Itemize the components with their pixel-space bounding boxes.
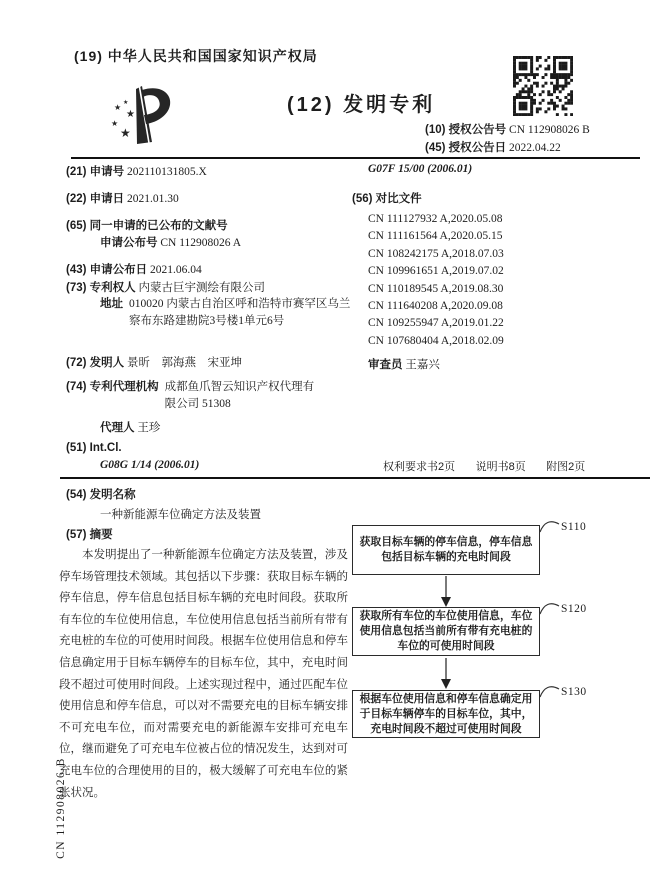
flow-connector-s110 xyxy=(540,522,559,532)
examiner-value: 王嘉兴 xyxy=(405,359,440,371)
logo-star-icon: ★ xyxy=(114,103,122,112)
logo-star-icon: ★ xyxy=(111,119,119,128)
side-doc-number: CN 112908026 B xyxy=(55,757,67,859)
flow-step-box-1 xyxy=(352,525,540,575)
header-divider xyxy=(71,157,640,159)
grant-number-row xyxy=(425,121,590,139)
invention-title: 一种新能源车位确定方法及装置 xyxy=(100,509,261,521)
field-73-patentee xyxy=(66,279,265,295)
office-name: (19) 中华人民共和国国家知识产权局 xyxy=(74,48,318,64)
agent-label: 代理人 xyxy=(100,422,135,434)
field-22-filing-date xyxy=(66,190,179,206)
field-72-inventors xyxy=(66,354,242,370)
claims-pages: 权利要求书2页 xyxy=(383,461,456,473)
field-74-value: 成都鱼爪智云知识产权代理有限公司 51308 xyxy=(164,381,315,410)
flow-arrow-icon xyxy=(441,576,451,607)
citations-list xyxy=(368,211,504,350)
citation-item: CN 111161564 A,2020.05.15 xyxy=(368,230,503,243)
examiner-label: 审查员 xyxy=(368,359,403,371)
citation-item: CN 109961651 A,2019.07.02 xyxy=(368,265,504,278)
field-22-label: (22) 申请日 xyxy=(66,193,125,205)
grant-date-value: 2022.04.22 xyxy=(509,142,561,154)
grant-date-label: (45) 授权公告日 xyxy=(425,142,507,154)
flow-step-label-s130: S130 xyxy=(561,686,587,698)
field-57-label: (57) 摘要 xyxy=(66,529,113,541)
field-65-publication-number xyxy=(100,234,241,250)
qr-code xyxy=(513,56,573,116)
field-72-label: (72) 发明人 xyxy=(66,357,125,369)
field-54-label: (54) 发明名称 xyxy=(66,489,136,501)
flow-arrow-icon xyxy=(441,658,451,689)
citation-item: CN 108242175 A,2018.07.03 xyxy=(368,247,504,260)
logo-star-icon: ★ xyxy=(126,109,135,120)
flow-step-label-s120: S120 xyxy=(561,603,587,615)
field-73-value: 内蒙古巨宇测绘有限公司 xyxy=(138,282,266,294)
flow-step-text-1: 获取目标车辆的停车信息，停车信息包括目标车辆的充电时间段 xyxy=(359,536,533,563)
field-74-agency xyxy=(66,379,348,413)
grant-date-row xyxy=(425,139,590,157)
field-43-label: (43) 申请公布日 xyxy=(66,264,148,276)
address-value: 010020 内蒙古自治区呼和浩特市赛罕区乌兰察布东路建勘院3号楼1单元6号 xyxy=(129,298,351,327)
flow-step-label-s110: S110 xyxy=(561,521,587,533)
field-21-value: 202110131805.X xyxy=(127,166,207,178)
examiner-row xyxy=(368,356,440,372)
field-21-label: (21) 申请号 xyxy=(66,166,125,178)
field-65-sub-label: 申请公布号 xyxy=(100,237,158,249)
citation-item: CN 110189545 A,2019.08.30 xyxy=(368,282,504,295)
field-73-address xyxy=(100,296,352,330)
flow-connector-s130 xyxy=(540,687,559,697)
page-counts xyxy=(383,457,601,475)
flow-connector-s120 xyxy=(540,604,559,614)
grant-number-label: (10) 授权公告号 xyxy=(425,124,507,136)
flow-step-text-2: 获取所有车位的车位使用信息，车位使用信息包括当前所有带有充电桩的车位的可使用时间段 xyxy=(359,610,533,652)
description-pages: 说明书8页 xyxy=(475,461,526,473)
field-65-label: (65) 同一申请的已公布的文献号 xyxy=(66,220,228,232)
field-74-label: (74) 专利代理机构 xyxy=(66,381,159,393)
field-43-publication-date xyxy=(66,261,202,277)
grant-info xyxy=(425,121,590,157)
ipc-code-extra: G07F 15/00 (2006.01) xyxy=(368,163,473,175)
logo-p-bowl xyxy=(142,88,170,124)
field-51-ipc-code: G08G 1/14 (2006.01) xyxy=(100,459,200,471)
abstract-text: 本发明提出了一种新能源车位确定方法及装置，涉及停车场管理技术领域。其包括以下步骤：获取目标车辆的停车信息，停车信息包括目标车辆的充电时间段。获取所有车位的车位使用信息，车位使用信息包括当前所有带有充电桩的车位的可使用时间段。根据车位使用信息和停车信息确定用于目标车辆停车的目标车位，其中，充电时间段不超过可使用时间段。上述实现过程中，通过匹配车位使用信息和停车信息，可以对不需要充电的目标车辆安排不可充电车位，而对需要充电的新能源车安排可充电车位，继而避免了可充电车位被占位的情况发生，达到对可充电车位的合理使用的目的，极大缓解了可充电车位的紧张状况。 xyxy=(59,549,348,799)
flow-step-text-3: 根据车位使用信息和停车信息确定用于目标车辆停车的目标车位，其中，充电时间段不超过可使用时间段 xyxy=(359,692,533,735)
field-65-sub-value: CN 112908026 A xyxy=(160,237,242,249)
address-label: 地址 xyxy=(100,298,123,310)
field-51-label: (51) Int.Cl. xyxy=(66,442,122,454)
flow-step-box-2 xyxy=(352,607,540,656)
citation-item: CN 107680404 A,2018.02.09 xyxy=(368,334,504,347)
drawings-pages: 附图2页 xyxy=(546,461,586,473)
citation-item: CN 111127932 A,2020.05.08 xyxy=(368,213,503,225)
citation-item: CN 111640208 A,2020.09.08 xyxy=(368,300,503,313)
cnipa-logo-icon xyxy=(106,84,174,146)
abstract-divider xyxy=(60,477,650,479)
citation-item: CN 109255947 A,2019.01.22 xyxy=(368,317,504,330)
field-22-value: 2021.01.30 xyxy=(127,193,179,205)
agent-value: 王珍 xyxy=(137,422,161,434)
field-73-label: (73) 专利权人 xyxy=(66,282,136,294)
field-74-agent xyxy=(100,419,160,435)
logo-star-icon: ★ xyxy=(120,126,131,140)
qr-code-pattern xyxy=(513,56,573,116)
field-43-value: 2021.06.04 xyxy=(150,264,202,276)
grant-number-value: CN 112908026 B xyxy=(509,124,590,136)
logo-star-icon: ★ xyxy=(123,100,129,106)
field-56-label: (56) 对比文件 xyxy=(352,193,422,205)
field-21-application-number xyxy=(66,163,207,179)
flow-step-box-3 xyxy=(352,690,540,738)
doc-type-title: (12) 发明专利 xyxy=(287,94,436,116)
field-72-value: 景昕 郭海燕 宋亚坤 xyxy=(127,357,243,369)
